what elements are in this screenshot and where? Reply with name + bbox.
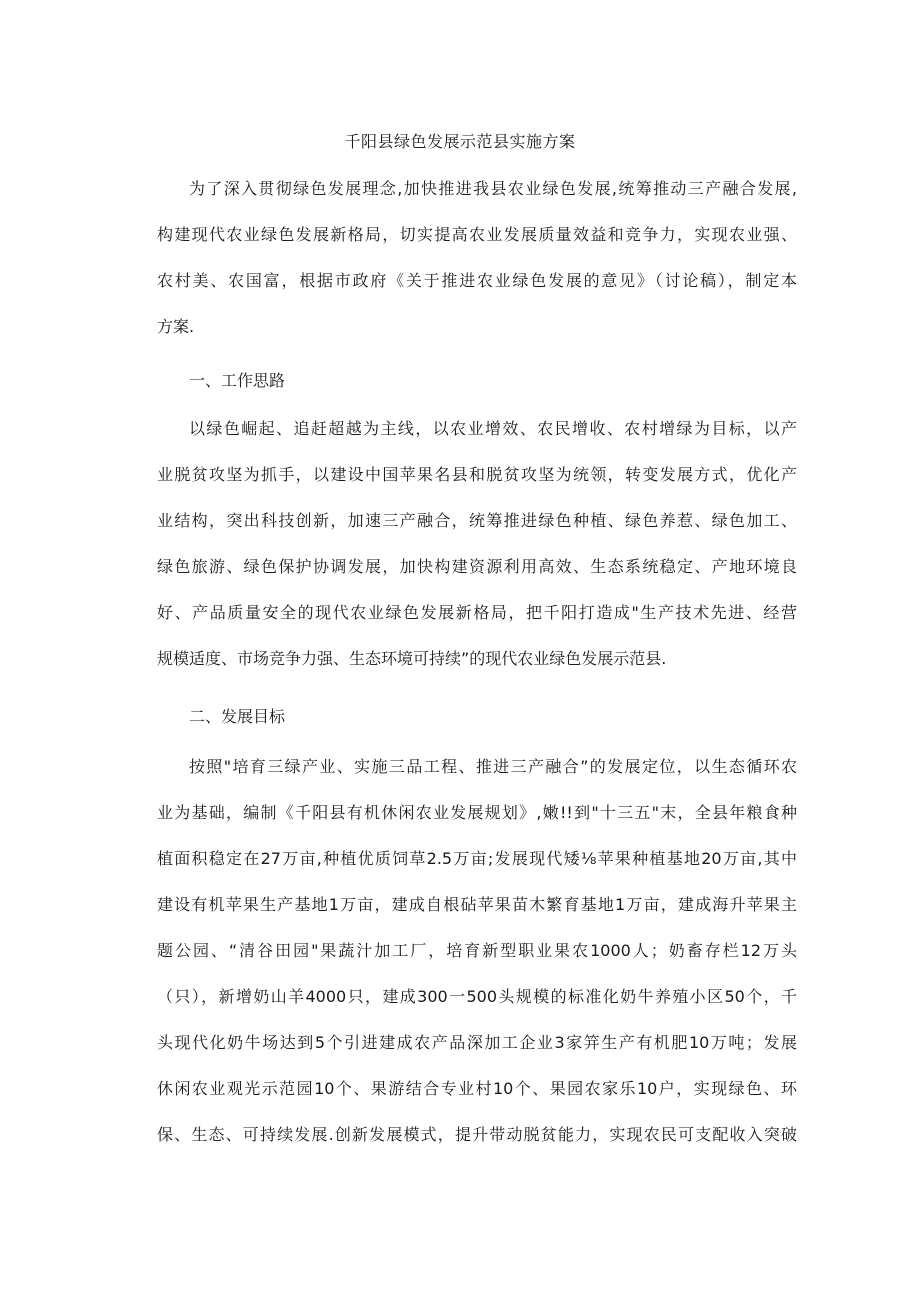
paragraph-line: 建设有机苹果生产基地1万亩，建成自根砧苹果苗木繁育基地1万亩，建成海升苹果主 <box>157 895 797 914</box>
document-title: 千阳县绿色发展示范县实施方案 <box>344 132 576 151</box>
section-heading-work-ideas: 一、工作思路 <box>189 371 286 390</box>
paragraph-line: 休闲农业观光示范园10个、果游结合专业村10个、果园农家乐10户，实现绿色、环 <box>157 1079 797 1098</box>
paragraph-line: 保、生态、可持续发展.创新发展模式，提升带动脱贫能力，实现农民可支配收入突破 <box>157 1125 797 1144</box>
paragraph-line: 业结构，突出科技创新，加速三产融合，统筹推进绿色种植、绿色养惹、绿色加工、 <box>157 511 797 530</box>
intro-paragraph <box>157 174 797 358</box>
work-ideas-paragraph <box>157 414 797 690</box>
paragraph-line: 以绿色崛起、追赶超越为主线，以农业增效、农民增收、农村增绿为目标，以产 <box>189 419 797 438</box>
paragraph-line: 好、产品质量安全的现代农业绿色发展新格局，把千阳打造成"生产技术先进、经营 <box>157 603 797 622</box>
section-heading-development-goals: 二、发展目标 <box>189 707 286 726</box>
paragraph-line: 农村美、农国富，根据市政府《关于推进农业绿色发展的意见》（讨论稿），制定本 <box>157 271 797 290</box>
paragraph-line: 业为基础，编制《千阳县有机休闲农业发展规划》,嫩!!到"十三五"末，全县年粮食种 <box>157 803 797 822</box>
paragraph-line: （只），新增奶山羊4000只，建成300一500头规模的标准化奶牛养殖小区50个，千 <box>157 987 797 1006</box>
development-goals-paragraph <box>157 752 797 1166</box>
paragraph-line: 方案. <box>157 317 195 336</box>
paragraph-line: 按照"培育三绿产业、实施三品工程、推进三产融合”的发展定位，以生态循环农 <box>189 757 797 776</box>
paragraph-line: 业脱贫攻坚为抓手，以建设中国苹果名县和脱贫攻坚为统领，转变发展方式，优化产 <box>157 465 797 484</box>
paragraph-line: 植面积稳定在27万亩,种植优质饲草2.5万亩;发展现代矮⅛苹果种植基地20万亩,其中 <box>157 849 797 868</box>
paragraph-line: 头现代化奶牛场达到5个引进建成农产品深加工企业3家笄生产有机肥10万吨；发展 <box>157 1033 797 1052</box>
paragraph-line: 构建现代农业绿色发展新格局，切实提高农业发展质量效益和竞争力，实现农业强、 <box>157 225 797 244</box>
paragraph-line: 为了深入贯彻绿色发展理念,加快推进我县农业绿色发展,统筹推动三产融合发展, <box>189 179 797 198</box>
paragraph-line: 题公园、“清谷田园"果蔬汁加工厂，培育新型职业果农1000人；奶畜存栏12万头 <box>157 941 797 960</box>
paragraph-line: 绿色旅游、绿色保护协调发展，加快构建资源利用高效、生态系统稳定、产地环境良 <box>157 557 797 576</box>
paragraph-line: 规模适度、市场竞争力强、生态环境可持续”的现代农业绿色发展示范县. <box>157 649 667 668</box>
